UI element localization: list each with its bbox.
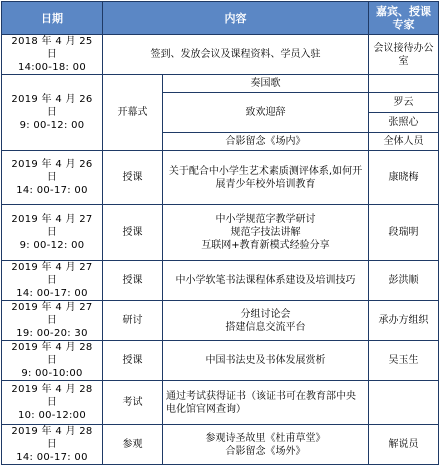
row-date: 2019 年 4 月 28 日 9: 00-10:00 — [2, 341, 103, 381]
table-row — [2, 341, 439, 381]
row-guest: 段瑞明 — [369, 205, 439, 261]
row-date: 2018 年 4 月 25 日 14:00-18: 00 — [2, 35, 103, 75]
row-date: 2019 年 4 月 28 日 10: 00-12:00 — [2, 381, 103, 425]
row-type: 授课 — [103, 205, 163, 261]
row-date: 2019 年 4 月 26 日 9: 00-12: 00 — [2, 75, 103, 151]
row-guest: 罗云 — [369, 93, 439, 113]
row-guest: 承办方组织 — [369, 301, 439, 341]
row-content: 关于配合中小学生艺术素质测评体系,如何开展青少年校外培训教育 — [163, 151, 369, 205]
row-type: 授课 — [103, 151, 163, 205]
row-content: 合影留念《场内》 — [163, 133, 369, 151]
row-content: 签到、发放会议及课程资料、学员入驻 — [103, 35, 369, 75]
row-type: 开幕式 — [103, 75, 163, 151]
header-content: 内容 — [103, 2, 369, 35]
table-row — [2, 151, 439, 205]
row-content: 中小学规范字教学研讨 规范字技法讲解 互联网+教育新模式经验分享 — [163, 205, 369, 261]
row-guest: 康晓梅 — [369, 151, 439, 205]
table-row — [2, 425, 439, 465]
row-date: 2019 年 4 月 27 日 9: 00-12: 00 — [2, 205, 103, 261]
table-row — [2, 381, 439, 425]
row-guest: 会议接待办公室 — [369, 35, 439, 75]
row-content: 奏国歌 — [163, 75, 369, 93]
row-type: 授课 — [103, 261, 163, 301]
table-row — [2, 205, 439, 261]
row-content: 致欢迎辞 — [163, 93, 369, 133]
header-row — [2, 2, 439, 35]
row-guest: 解说员 — [369, 425, 439, 465]
row-content: 参观诗圣故里《杜甫草堂》 合影留念《场外》 — [163, 425, 369, 465]
row-guest — [369, 75, 439, 93]
row-type: 研讨 — [103, 301, 163, 341]
row-guest: 吴玉生 — [369, 341, 439, 381]
row-type: 授课 — [103, 341, 163, 381]
row-content: 中小学软笔书法课程体系建设及培训技巧 — [163, 261, 369, 301]
row-date: 2019 年 4 月 27 日 19: 00-20: 30 — [2, 301, 103, 341]
row-content: 中国书法史及书体发展赏析 — [163, 341, 369, 381]
table-row — [2, 35, 439, 75]
row-date: 2019 年 4 月 26 日 14: 00-17: 00 — [2, 151, 103, 205]
table-row — [2, 75, 439, 93]
row-date: 2019 年 4 月 28 日 14: 00-17: 00 — [2, 425, 103, 465]
row-content: 分组讨论会 搭建信息交流平台 — [163, 301, 369, 341]
table-row — [2, 261, 439, 301]
table-row — [2, 301, 439, 341]
row-guest: 张照心 — [369, 113, 439, 133]
header-date: 日期 — [2, 2, 103, 35]
row-type: 参观 — [103, 425, 163, 465]
row-date: 2019 年 4 月 27 日 14: 00-17: 00 — [2, 261, 103, 301]
row-type: 考试 — [103, 381, 163, 425]
header-guests: 嘉宾、授课专家 — [369, 2, 439, 35]
row-guest — [369, 381, 439, 425]
row-content: 通过考试获得证书（该证书可在教育部中央电化馆官网查询） — [163, 381, 369, 425]
schedule-table — [1, 1, 439, 465]
row-guest: 全体人员 — [369, 133, 439, 151]
row-guest: 彭洪顺 — [369, 261, 439, 301]
